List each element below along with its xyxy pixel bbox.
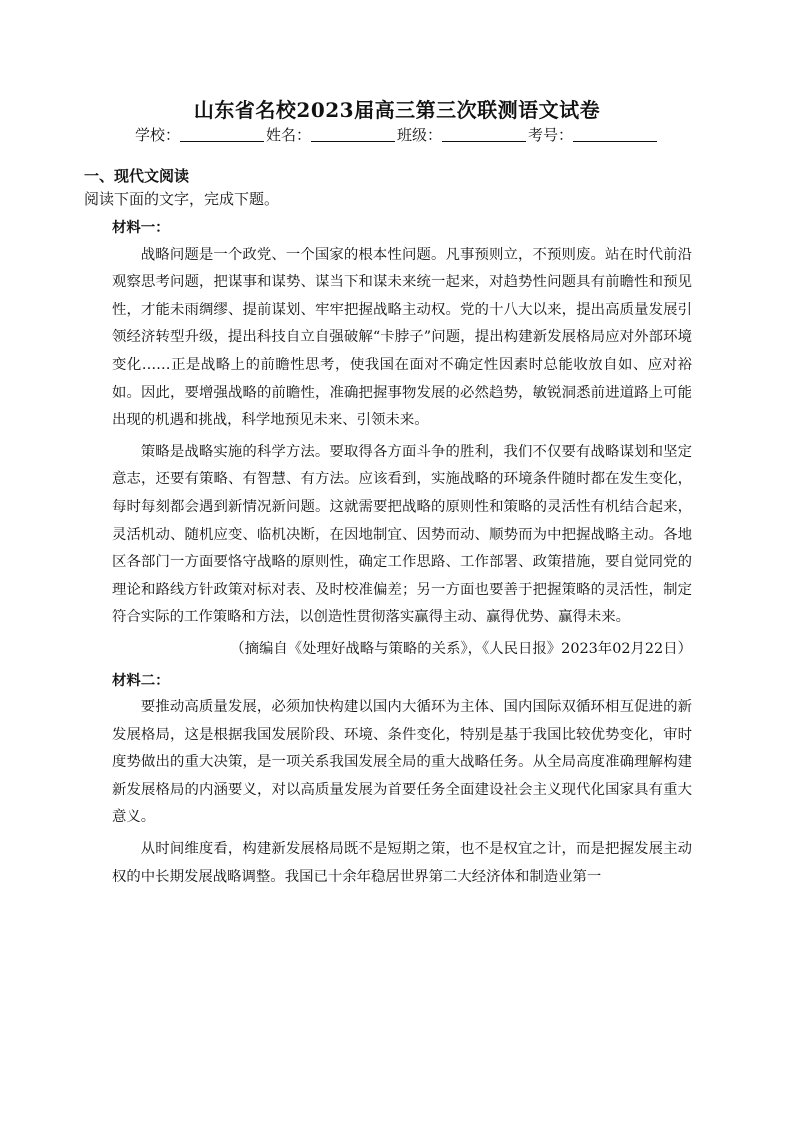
instruction-text: 阅读下面的文字，完成下题。: [84, 190, 280, 208]
school-blank: [180, 127, 264, 142]
material-one-label: 材料一：: [112, 219, 170, 236]
exam-number-label: 考号：: [528, 126, 574, 144]
reading-passage: [112, 214, 692, 895]
name-label: 姓名：: [265, 126, 311, 144]
exam-number-blank: [573, 127, 657, 142]
student-info-row: [0, 124, 794, 145]
class-blank: [442, 127, 526, 142]
material-one-paragraph: 策略是战略实施的科学方法。要取得各方面斗争的胜利，我们不仅要有战略谋划和坚定意志，还要有策略、有智慧、有方法。应该看到，实施战略的环境条件随时都在发生变化，每时每刻都会遇到新情况新问题。这就需要把战略的原则性和策略的灵活性有机结合起来，灵活机动、随机应变、临机决断，在因地制宜、因势而动、顺势而为中把握战略主动。各地区各部门一方面要恪守战略的原则性，确定工作思路、工作部署、政策措施，要自觉同党的理论和路线方针政策对标对表、及时校准偏差；另一方面也要善于把握策略的灵活性，制定符合实际的工作策略和方法，以创造性贯彻落实赢得主动、赢得优势、赢得未来。: [112, 443, 692, 626]
class-label: 班级：: [397, 126, 443, 144]
material-one-paragraph: 战略问题是一个政党、一个国家的根本性问题。凡事预则立，不预则废。站在时代前沿观察思考问题，把谋事和谋势、谋当下和谋未来统一起来，对趋势性问题具有前瞻性和预见性，才能未雨绸缪、提前谋划、牢牢把握战略主动权。党的十八大以来，提出高质量发展引领经济转型升级，提出科技自立自强破解“卡脖子”问题，提出构建新发展格局应对外部环境变化……正是战略上的前瞻性思考，使我国在面对不确定性因素时总能收放自如、应对裕如。因此，要增强战略的前瞻性，准确把握事物发展的必然趋势，敏锐洞悉前进道路上可能出现的机遇和挑战，科学地预见未来、引领未来。: [112, 246, 692, 429]
material-two-label: 材料二：: [112, 671, 170, 689]
school-label: 学校：: [134, 126, 180, 144]
section-heading: 一、现代文阅读: [84, 167, 190, 185]
name-blank: [311, 127, 395, 142]
material-one-source: （摘编自《处理好战略与策略的关系》，《人民日报》2023年02月22日）: [230, 640, 692, 657]
material-two-paragraph: 从时间维度看，构建新发展格局既不是短期之策，也不是权宜之计，而是把握发展主动权的中长期发展战略调整。我国已十余年稳居世界第二大经济体和制造业第一: [112, 841, 692, 885]
material-two-paragraph: 要推动高质量发展，必须加快构建以国内大循环为主体、国内国际双循环相互促进的新发展格局，这是根据我国发展阶段、环境、条件变化，特别是基于我国比较优势变化，审时度势做出的重大决策，是一项关系我国发展全局的重大战略任务。从全局高度准确理解构建新发展格局的内涵要义，对以高质量发展为首要任务全面建设社会主义现代化国家具有重大意义。: [112, 699, 692, 826]
exam-title: 山东省名校2023届高三第三次联测语文试卷: [193, 98, 601, 122]
